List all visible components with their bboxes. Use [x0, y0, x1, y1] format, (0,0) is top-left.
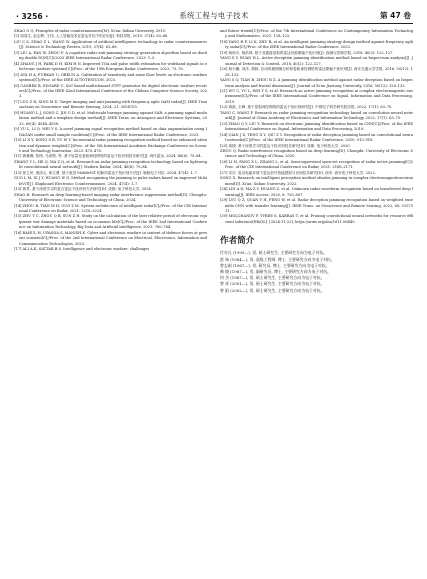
reference-item: [26] LI H, FANG X L, ZHANG L, et al. Semi-supervised open-set recognition of radar active jamming[C]//Proc. of the CIE International Conference on Radar, 2021: 2168–2171.: [220, 159, 413, 170]
reference-item: GUO L M, XI J Y, HUANG W Q. Method recognizing the jamming to pulse radars based on improved MobileViT[J]. Shipboard Electronic Countermeasure, 2024, 47(4): 1–7.: [14, 176, 207, 186]
reference-item: [2] 周春生, 赵志辉, 王伟. 人工智能技术在雷达对抗中的应用[J]. 科技导报, 2019, 37(4): 63–68.: [14, 34, 169, 39]
reference-item: [22] 唐凯, 王峰. 基于卷积神经网络的雷达干扰识别研究[J]. 中国电子科学研究院学报, 2022, 17(1): 63–70.: [220, 105, 393, 110]
reference-item: [30] MOLCHANOV P, TYREE S, KARRAS T, et al. Pruning convolutional neural networks for resource efficient inference[EB/OL]. [2024-11-22]. https://arxiv.org/abs/1611.06440.: [220, 214, 413, 224]
reference-item: SONG X. Research on intelligent perception method ofradar jamming in complex electromagneticenvironment[D]. Xi'an: Xidian University, 2022.: [220, 176, 413, 186]
reference-item: YANG X Y, RUAN H L. Active deception jamming identification method based on bispectrum analysis[J]. Journal of Detection & Control, 2018, 40(2): 122–127.: [220, 56, 413, 66]
reference-item: [4] ZHANG J H, PARK D H, KIM H N. Improved TOA and pulse width estimation for wideband signals in electronic warfare systems[C]//Proc. of the 19th European Radar Conference, 2022: 73–76.: [14, 61, 207, 72]
author-entry: 曾 阳 (2002—), 男, 硕士研究生, 主要研究方向为电子对抗。: [220, 287, 325, 293]
reference-item: TANG C, WANG F. Research on radar jamming recognition technology based on convolution neural network[J]. Journal of China Academy of Electronics and Information Technology, 2022, 17(1): 63–70.: [220, 110, 413, 121]
author-info-list: [220, 250, 413, 293]
page-header: [14, 10, 413, 23]
reference-item: [29] LYU Q Z, QUAN Y H, FENG W, et al. Radar deception jamming recognition based on weighted ensemble CNN with transfer learning[J]. IEEE Trans. on Geoscience and Remote Sensing, 2022, 60: 5107511.: [220, 198, 413, 213]
author-entry: 何 杰 (1987—), 男, 硕士研究生, 主要研究方向为电子对抗。: [220, 275, 325, 281]
reference-item: [7] LUO Z R, XING M D. Target imaging and anti-jamming with frequency agile OAM radar[J]. IEEE Transactions on Geoscience and Remote Sensing, 2024, 21: 3504705.: [14, 99, 207, 110]
two-column-body: [14, 29, 413, 294]
reference-item: LIU C S, ZHAO Z L, WANG W. Application of artificial intelligence technology in radar countermeasures[J]. Science & Technology Review, 2019, 37(4): 63–68.: [14, 39, 207, 50]
reference-item: [12] 郭立民, 邢清元, 黄文勇. 基于改进 MobileViT 的脉冲雷达干扰识别方法[J]. 舰船电子对抗, 2024, 47(4): 1–7.: [14, 170, 198, 175]
reference-item: ZHANG Y L, HE Q, MA Z Q, et al. Research on radar jamming recognition technology based on lightweight convolutional neural network[J]. Modern Radar, 2024, 46(6): 79–84.: [14, 159, 207, 170]
reference-item: [20] 杨小鹏, 刘洋, 胡林. 应用时频图像分析和卷积神经网络的雷达欺骗干扰识别[J]. 西安交通大学学报, 2016, 50(12): 128–133.: [220, 67, 413, 77]
author-entry: 付亦凡 (1999—), 男, 硕士研究生, 主要研究方向为电子对抗。: [220, 250, 328, 256]
reference-item: [10] LI X Y, DONG S B, YU W Y. Incremental radar jamming recognition method based on enhanced attention and dynamic weights[C]//Proc. of the 5th International Academic Exchange Conference on Science and Technology Innovation, 2023: 470–476.: [14, 138, 207, 153]
reference-item: ZHOU Q. Radar interference recognition based on deep learning[D]. Chengdu: University of Electronic Science and Technology of China, 2020.: [220, 148, 413, 159]
reference-item: [23] ZHAO Q Y, LIU Y. Research on electronic jamming identification based on CNN[C]//Proc. of the IEEE International Conference on Signal, Information and Data Processing, 2019.: [220, 121, 413, 132]
reference-item: ZHAO G Q. Principles of radar countermeasures[M]. Xi'an: Xidian University, 2015.: [14, 29, 167, 33]
reference-item: [17] ALI A K, SATTAR B S. Intelligence and electronic warfare: challenges: [14, 247, 150, 252]
author-entry: 韩 晓 (1987—), 男, 副研究员, 博士, 主要研究方向为电子对抗。: [220, 268, 331, 274]
journal-title: 系统工程与电子技术: [179, 11, 249, 20]
author-info-heading: 作者简介: [220, 236, 255, 247]
reference-item: [24] QIAN J X, TENG X Y, QIU Z Y. Recognition of radar deception jamming based on convolutional neural networks[C]//Proc. of the IEEE International Radar Conference, 2020: 913–918.: [220, 132, 413, 143]
reference-item: [14] ZHOU B, TIAN M H, GUO Z M. System architecture of intelligent radar[C]//Proc. of the CIE International Conference on Radar, 2021: 3218–3224.: [14, 203, 207, 213]
reference-item: [15] ZHU Y C, ZHOU Q B, SUN Z H. Study on the calculation of the best relative period of electronic equipment war damage materials based on economic life[C]//Proc. of the IEEE 2nd International Conference on Information Technology, Big Data and Artificial Intelligence, 2021: 760–764.: [14, 214, 207, 230]
reference-item: [18] YANG H F, LI K, ZHU B, et al. An intelligent jamming strategy design method against frequency agility radar[C]//Proc. of the IEEE International Radar Conference, 2023.: [220, 39, 413, 50]
references-right: [220, 29, 413, 225]
header-rule: [14, 23, 413, 24]
author-entry: 曾志刚 (1967—), 男, 研究员, 博士, 主要研究方向为电子对抗。: [220, 262, 330, 268]
author-entry: 欧 杨 (1984—), 男, 高级工程师, 博士, 主要研究方向为电子对抗。: [220, 256, 335, 262]
reference-item: [27] 宋宗. 复杂电磁环境下雷达信号智能感知与识别技术研究[D]. 西安: 西安电子科技大学, 2022.: [220, 170, 376, 175]
page-number: · 3256 ·: [16, 12, 49, 21]
reference-item: YANG S Q, TIAN B, ZHOU R Z. A jamming identification method against radar deception based on bispectrum analysis and fractal dimension[J]. Journal of Xi'an Jiaotong University, 2016, 50(12): 128–133.: [220, 78, 413, 88]
reference-item: [28] LIN A N, MA Z Y, HUANG Z, et al. Unknown radar waveform recognition based on transferred deep learning[J]. IEEE Access, 2020, 8: 793–807.: [220, 187, 413, 197]
right-column: [220, 29, 413, 294]
reference-item: [21] WU C, YU L, WEI Y S, et al. Research on active jamming recognition in complex electromagnetic environment[C]//Proc. of the IEEE International Conference on Signal, Information and Data Processing, 2019.: [220, 88, 413, 104]
reference-item: [25] 周捷. 基于深度学习的雷达干扰识别技术研究[D]. 成都: 电子科技大学, 2020.: [220, 143, 351, 148]
reference-item: [6] CANBEK B, EDGARD C. SoC-based multichannel STFT generator for digital electronic warfare receivers[C]//Proc. of the IEEE 42nd International Conference of the Chilean Computer Science Society, 2023.: [14, 83, 207, 99]
author-entry: 曾 祥 (2001—), 男, 硕士研究生, 主要研究方向为电子对抗。: [220, 281, 325, 287]
reference-item: [16] RAHUL H, UPASNA S, MANISH K. Cyber and electronic warfare in context of defence forces at present scenario[C]//Proc. of the 2nd International Conference on Electrical, Electronics, Information and Communication Technologies, 2023.: [14, 230, 207, 246]
reference-item: [5] ATA H A, FURKAN U, ORKUN A. Calibration of sensitivity and noise floor levels on electronic warfare systems[C]//Proc. of the IEEE AUTOTESTCON, 2023.: [14, 72, 207, 83]
reference-item: [13] 黄君. 基于深度学习的复合雷达干扰识别方法研究[D]. 成都: 电子科技大学, 2024.: [14, 187, 152, 192]
reference-item: [3] LIU A, FAN W, ZHOU F. A cognitive radar anti-jamming strategy generation algorithm based on dueling double DQN[C]//2023 IEEE International Radar Conference, 2023: 1–5.: [14, 50, 207, 61]
reference-item: [11] 黄雅琳, 张坤, 马泽煦, 等. 基于轻量化卷积神经网络的雷达干扰识别技术研究[J]. 现代雷达, 2024, 46(6): 79–84.: [14, 154, 202, 159]
reference-item: [9] YU L, LI Q, WEI Y S. A novel jamming signal recognition method based on data augmentation using IDAGAN under small sample condition[C]//Proc. of the IEEE International Radar Conference, 2023.: [14, 127, 207, 137]
reference-item: and future trends[C]//Proc. of the 7th International Conference on Contemporary Information Technology and Mathematics, 2021: 118–123.: [220, 29, 413, 39]
reference-item: [8] HUANG L J, SONG C, JIN G D, et al. Multiscale barrage jamming against SAR: a jamming signal modulation method and a template design method[J]. IEEE Trans. on Aerospace and Electronic Systems, 2023, 60(4): 4548–4558.: [14, 110, 207, 126]
left-column: [14, 29, 207, 294]
volume-label: 第 47 卷: [379, 11, 411, 20]
reference-item: [19] 杨尚平, 杨洪林. 基于双通道卷积的雷达有源欺骗干扰识别[J]. 探测与控制学报, 2018, 40(2): 122–127.: [220, 50, 394, 55]
reference-item: ZHAO H. Research on deep-learning-based imaging radar interference suppression method[D]. Chengdu: University of Electronic Science and Technology of China, 2024.: [14, 192, 207, 203]
